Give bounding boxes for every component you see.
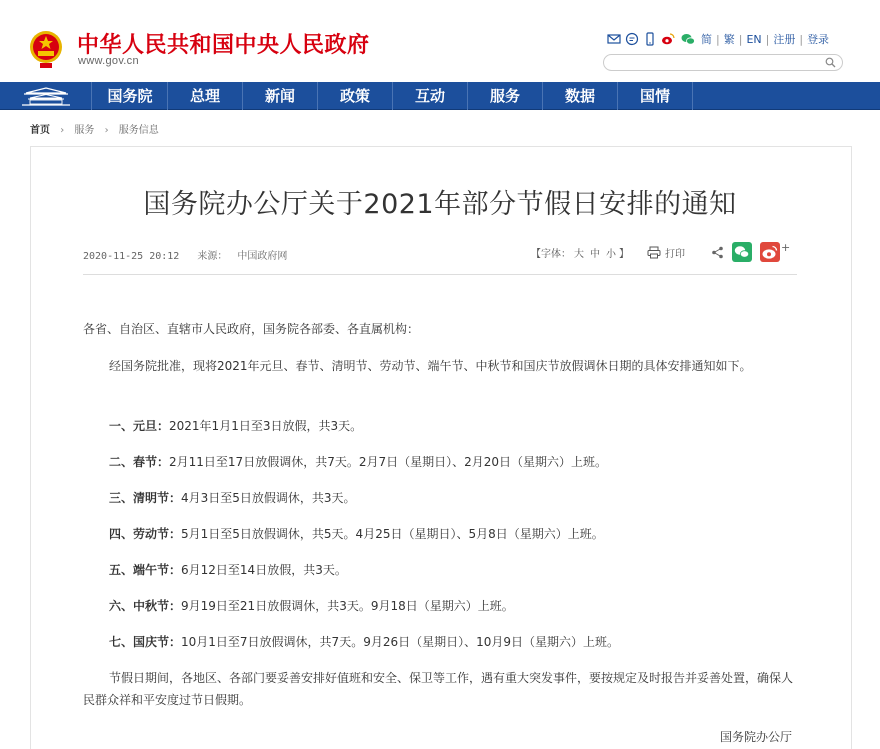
search-icon[interactable] (825, 57, 836, 68)
weibo-icon[interactable] (661, 32, 675, 46)
printer-icon (647, 246, 661, 259)
divider: | (765, 32, 770, 46)
breadcrumb-home[interactable]: 首页 (30, 125, 50, 136)
breadcrumb-service-info[interactable]: 服务信息 (118, 125, 159, 136)
holiday-text: 6月12日至14日放假，共3天。 (181, 563, 347, 577)
register-link[interactable]: 注册 (773, 33, 796, 46)
nav-item-data[interactable]: 数据 (543, 82, 618, 110)
wechat-share-icon[interactable] (732, 242, 752, 262)
divider: | (716, 32, 720, 46)
holiday-text: 2021年1月1日至3日放假，共3天。 (169, 419, 363, 433)
tiananmen-icon (0, 82, 92, 110)
login-link[interactable]: 登录 (807, 33, 830, 46)
breadcrumb (30, 121, 159, 136)
chevron-right-icon: › (104, 125, 109, 136)
font-size-selector (531, 245, 629, 260)
font-size-label: 【字体： (531, 248, 571, 260)
closing-paragraph: 节假日期间，各地区、各部门要妥善安排好值班和安全、保卫等工作，遇有重大突发事件，要按规定及时报告并妥善处置，确保人民群众祥和平安度过节日假期。 (83, 671, 794, 707)
traditional-chinese-link[interactable]: 繁 (723, 33, 735, 46)
nav-item-news[interactable]: 新闻 (243, 82, 318, 110)
holiday-item (109, 487, 356, 509)
font-size-small[interactable]: 小 (606, 248, 616, 260)
print-label: 打印 (665, 248, 685, 260)
source-label: 来源： (197, 251, 228, 262)
nav-item-interaction[interactable]: 互动 (393, 82, 468, 110)
mobile-icon[interactable] (643, 32, 657, 46)
holiday-item (109, 415, 362, 437)
site-name[interactable]: 中华人民共和国中央人民政府 (77, 33, 370, 58)
simplified-chinese-link[interactable]: 简 (701, 33, 712, 46)
holiday-label: 五、端午节： (109, 563, 182, 577)
salutation: 各省、自治区、直辖市人民政府，国务院各部委、各直属机构： (83, 322, 420, 336)
nav-item-national-info[interactable]: 国情 (618, 82, 693, 110)
holiday-label: 六、中秋节： (109, 599, 182, 613)
holiday-label: 二、春节： (109, 455, 170, 469)
holiday-text: 5月1日至5日放假调休，共5天。4月25日（星期日）、5月8日（星期六）上班。 (181, 527, 604, 541)
email-icon[interactable] (607, 32, 621, 46)
nav-home[interactable] (0, 82, 92, 110)
holiday-text: 2月11日至17日放假调休，共7天。2月7日（星期日）、2月20日（星期六）上班。 (169, 455, 608, 469)
message-icon[interactable] (625, 32, 639, 46)
nav-item-state-council[interactable]: 国务院 (93, 82, 168, 110)
search-input[interactable] (603, 54, 843, 71)
divider: | (799, 32, 804, 46)
holiday-item (109, 451, 607, 473)
holiday-item (109, 631, 619, 653)
weibo-share-icon[interactable] (760, 242, 780, 262)
print-button[interactable] (647, 245, 685, 260)
article-tools (531, 242, 790, 262)
top-links (607, 30, 829, 48)
font-size-large[interactable]: 大 (574, 248, 584, 260)
breadcrumb-services[interactable]: 服务 (74, 125, 95, 136)
holiday-text: 9月19日至21日放假调休，共3天。9月18日（星期六）上班。 (181, 599, 514, 613)
font-size-medium[interactable]: 中 (590, 248, 600, 260)
article-container (30, 146, 852, 749)
article-title: 国务院办公厅关于2021年部分节假日安排的通知 (143, 189, 737, 220)
intro-paragraph: 经国务院批准，现将2021年元旦、春节、清明节、劳动节、端午节、中秋节和国庆节放假调休日期的具体安排通知如下。 (109, 359, 752, 373)
nav-item-premier[interactable]: 总理 (168, 82, 243, 110)
divider: | (738, 32, 743, 46)
site-header (0, 0, 880, 82)
main-nav (0, 82, 880, 110)
publish-date: 2020-11-25 20:12 (83, 251, 180, 262)
font-size-end: 】 (619, 248, 629, 260)
holiday-label: 一、元旦： (109, 419, 170, 433)
source-name: 中国政府网 (237, 251, 288, 262)
national-emblem-icon[interactable] (27, 29, 65, 69)
holiday-text: 4月3日至5日放假调休，共3天。 (181, 491, 356, 505)
wechat-icon[interactable] (679, 32, 697, 46)
holiday-item (109, 595, 514, 617)
more-share-icon[interactable]: + (781, 240, 791, 254)
chevron-right-icon: › (60, 125, 65, 136)
holiday-text: 10月1日至7日放假调休，共7天。9月26日（星期日）、10月9日（星期六）上班。 (181, 635, 620, 649)
nav-item-policy[interactable]: 政策 (318, 82, 393, 110)
nav-item-services[interactable]: 服务 (468, 82, 543, 110)
holiday-item (109, 559, 347, 581)
divider (83, 274, 797, 275)
holiday-label: 七、国庆节： (109, 635, 182, 649)
share-icon[interactable] (711, 246, 724, 259)
signature: 国务院办公厅 (720, 730, 793, 744)
site-url[interactable]: www.gov.cn (78, 55, 139, 67)
article-meta (83, 247, 287, 262)
holiday-item (109, 523, 604, 545)
holiday-label: 四、劳动节： (109, 527, 182, 541)
english-link[interactable]: EN (746, 32, 762, 46)
holiday-label: 三、清明节： (109, 491, 182, 505)
